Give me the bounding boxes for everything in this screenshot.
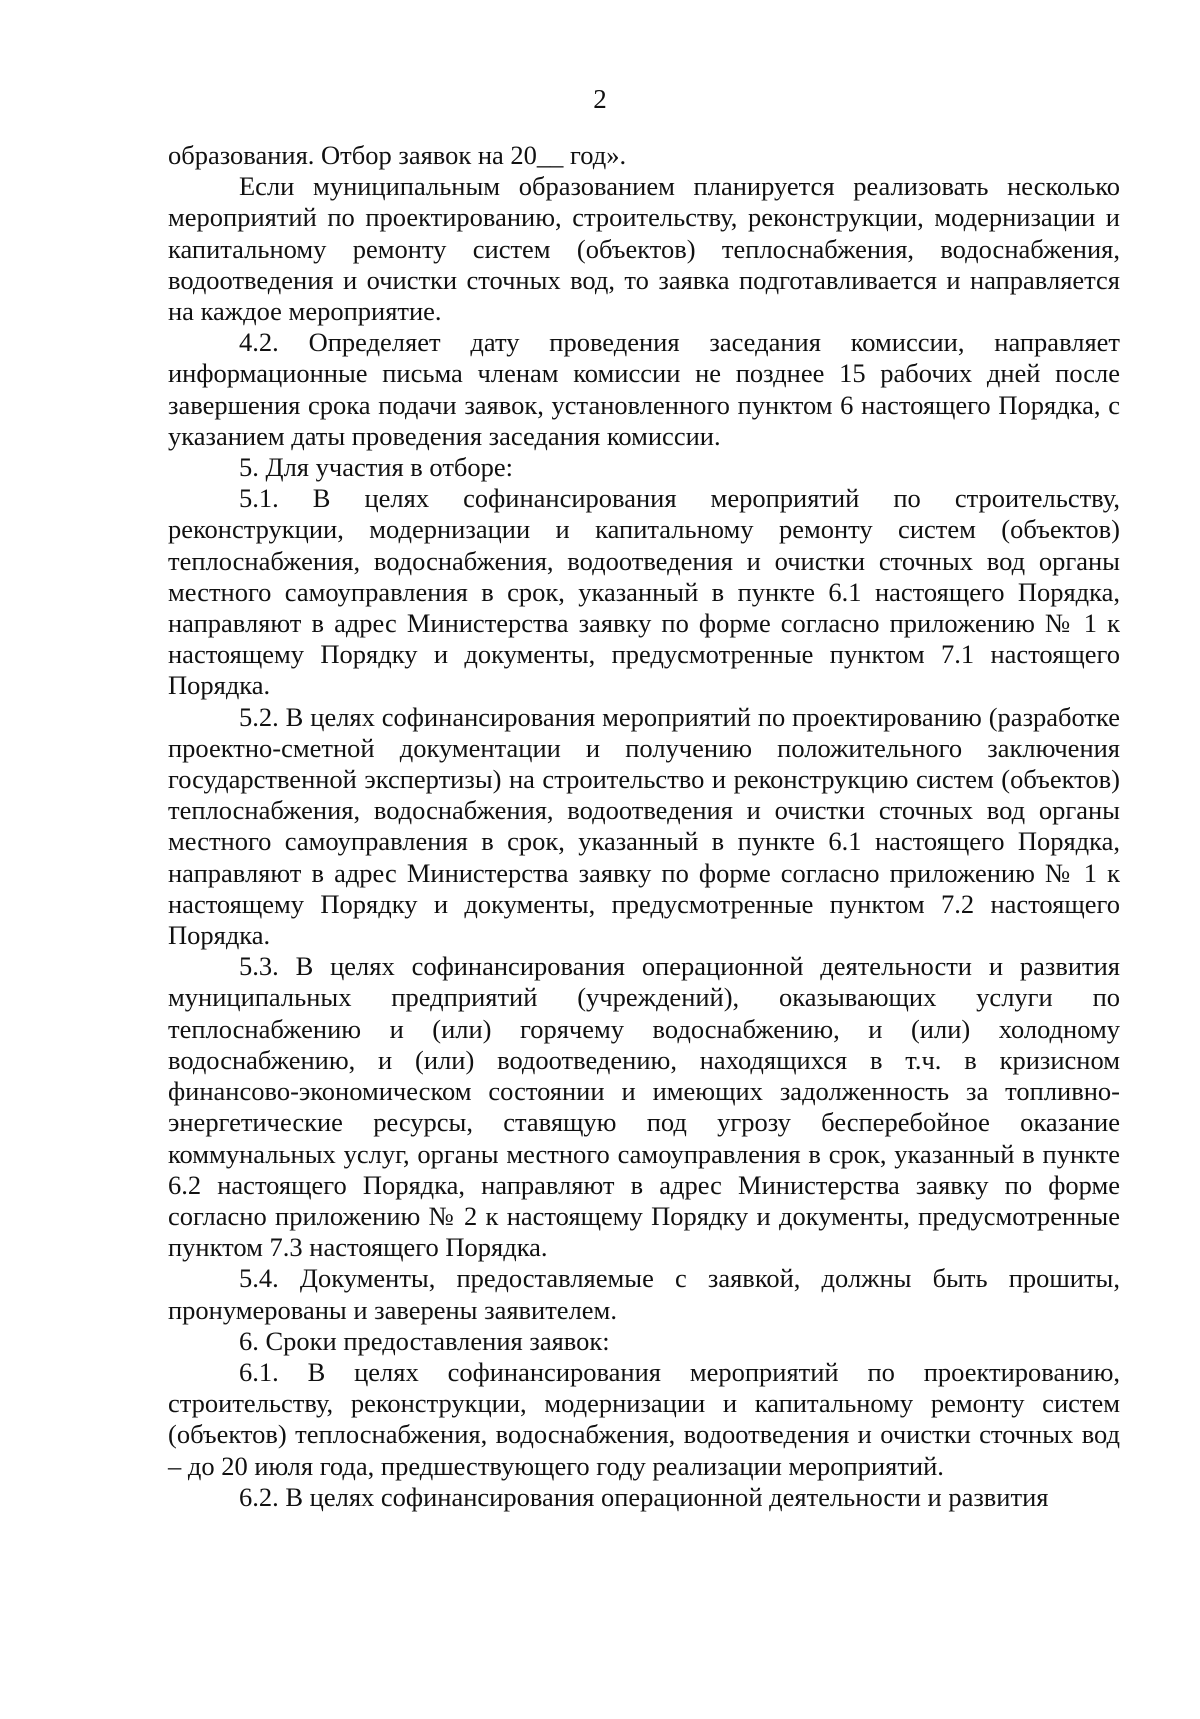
paragraph: 5.4. Документы, предоставляемые с заявкой, должны быть прошиты, пронумерованы и заверены заявителем. xyxy=(168,1263,1120,1325)
paragraph: 6. Сроки предоставления заявок: xyxy=(239,1325,610,1356)
paragraph: Если муниципальным образованием планируется реализовать несколько мероприятий по проектированию, строительству, реконструкции, модернизации и капитальному ремонту систем (объектов) теплоснабжения, водоснабжения, водоотведения и очистки сточных вод, то заявка подготавливается и направляется на каждое мероприятие. xyxy=(168,171,1120,327)
paragraph: 4.2. Определяет дату проведения заседания комиссии, направляет информационные письма членам комиссии не позднее 15 рабочих дней после завершения срока подачи заявок, установленного пунктом 6 настоящего Порядка, с указанием даты проведения заседания комиссии. xyxy=(168,327,1120,451)
paragraph: 6.1. В целях софинансирования мероприятий по проектированию, строительству, реконструкции, модернизации и капитальному ремонту систем (объектов) теплоснабжения, водоснабжения, водоотведения и очистки сточных вод – до 20 июля года, предшествующего году реализации мероприятий. xyxy=(168,1356,1120,1481)
paragraph: 5.3. В целях софинансирования операционной деятельности и развития муниципальных предприятий (учреждений), оказывающих услуги по теплоснабжению и (или) горячему водоснабжению, и (или) холодному водоснабжению, и (или) водоотведению, находящихся в т.ч. в кризисном финансово-экономическом состоянии и имеющих задолженность за топливно-энергетические ресурсы, ставящую под угрозу бесперебойное оказание коммунальных услуг, органы местного самоуправления в срок, указанный в пункте 6.2 настоящего Порядка, направляют в адрес Министерства заявку по форме согласно приложению № 2 к настоящему Порядку и документы, предусмотренные пунктом 7.3 настоящего Порядка. xyxy=(168,951,1120,1263)
document-body xyxy=(168,140,1120,1513)
page-number: 2 xyxy=(593,84,607,114)
paragraph: образования. Отбор заявок на 20__ год». xyxy=(168,140,627,170)
paragraph: 5.2. В целях софинансирования мероприятий по проектированию (разработке проектно-сметной документации и получению положительного заключения государственной экспертизы) на строительство и реконструкцию систем (объектов) теплоснабжения, водоснабжения, водоотведения и очистки сточных вод органы местного самоуправления в срок, указанный в пункте 6.1 настоящего Порядка, направляют в адрес Министерства заявку по форме согласно приложению № 1 к настоящему Порядку и документы, предусмотренные пунктом 7.2 настоящего Порядка. xyxy=(168,701,1120,951)
paragraph: 5.1. В целях софинансирования мероприятий по строительству, реконструкции, модернизации и капитальному ремонту систем (объектов) теплоснабжения, водоснабжения, водоотведения и очистки сточных вод органы местного самоуправления в срок, указанный в пункте 6.1 настоящего Порядка, направляют в адрес Министерства заявку по форме согласно приложению № 1 к настоящему Порядку и документы, предусмотренные пунктом 7.1 настоящего Порядка. xyxy=(168,483,1120,701)
paragraph: 6.2. В целях софинансирования операционной деятельности и развития xyxy=(239,1481,1049,1512)
paragraph: 5. Для участия в отборе: xyxy=(239,452,514,483)
